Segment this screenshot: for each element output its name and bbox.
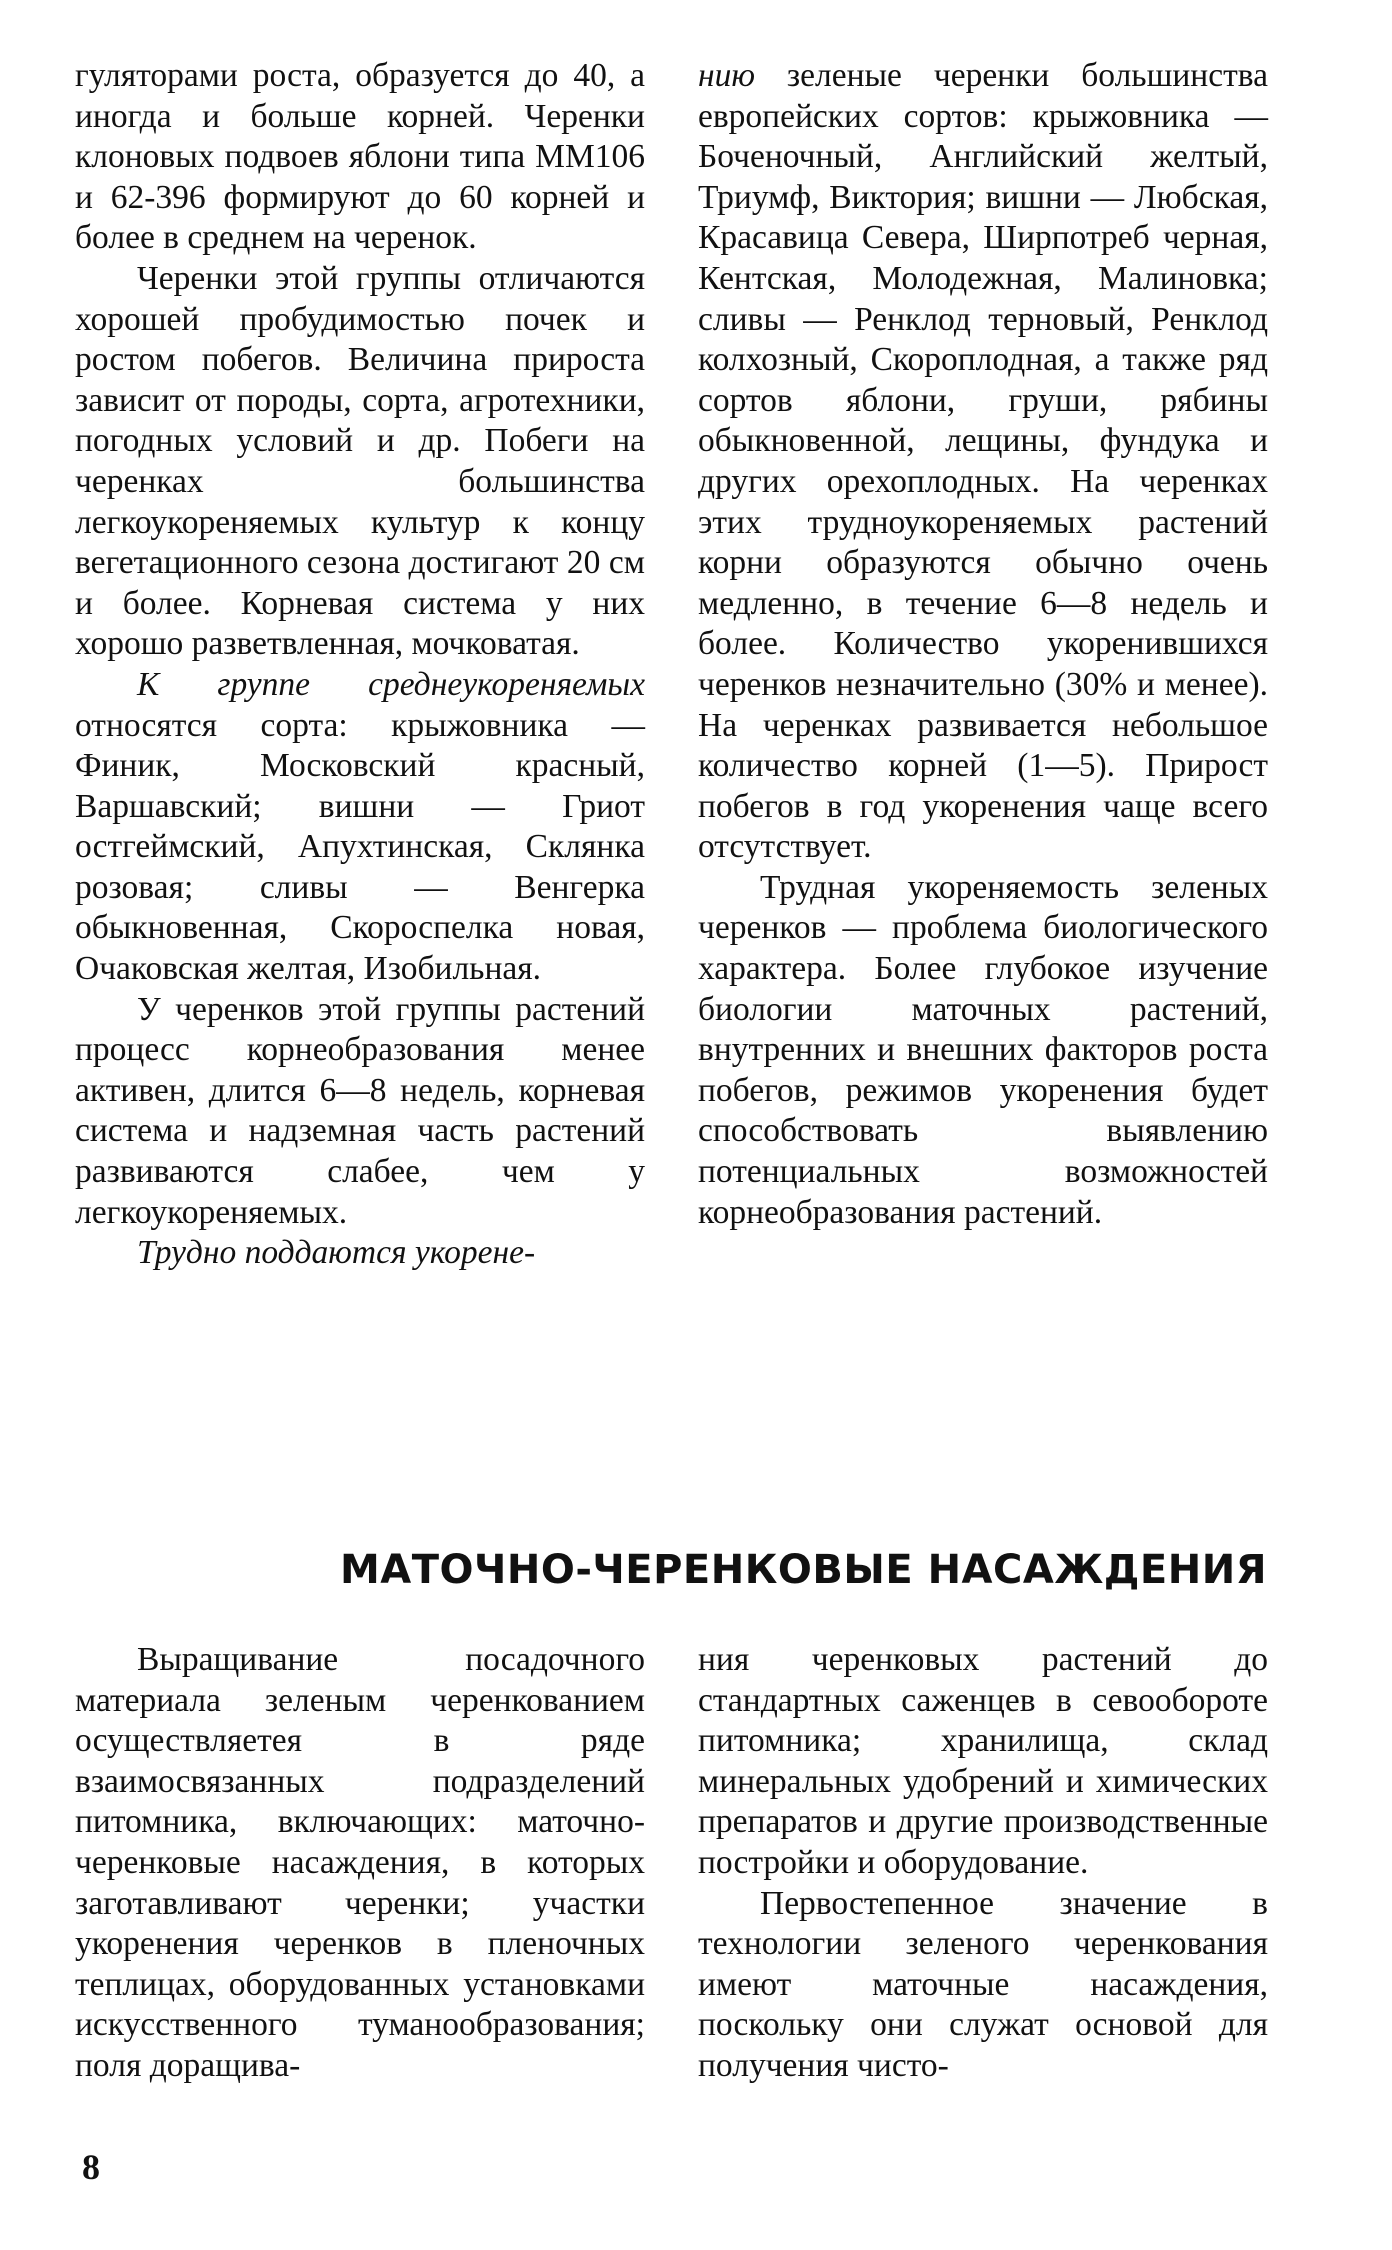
paragraph: Черенки этой группы отличаются хорошей пробудимостью почек и ростом побегов. Величина прироста зависит от породы, сорта, агротехники, погодных условий и др. Побеги на черенках большинства легкоукореняемых культур к концу вегетационного сезона достигают 20 см и более. Корневая система у них хорошо разветвленная, мочковатая. — [75, 259, 645, 663]
italic-term: нию — [698, 57, 755, 94]
top-right-column — [698, 56, 1268, 1233]
bottom-left-column — [75, 1640, 645, 2087]
top-left-column — [75, 56, 645, 1274]
paragraph: ния черенковых растений до стандартных саженцев в севообороте питомника; хранилища, склад минеральных удобрений и химических препаратов и другие производственные постройки и оборудование. — [698, 1641, 1268, 1881]
section-heading: МАТОЧНО-ЧЕРЕНКОВЫЕ НАСАЖДЕНИЯ — [339, 1547, 1267, 1593]
italic-term: К группе среднеукореняемых — [137, 665, 645, 703]
paragraph: Первостепенное значение в технологии зеленого черенкования имеют маточные насаждения, поскольку они служат основой для получения чисто- — [698, 1884, 1268, 2084]
paragraph: У черенков этой группы растений процесс корнеобразования менее активен, длится 6—8 недель, корневая система и надземная часть растений развиваются слабее, чем у легкоукореняемых. — [75, 990, 645, 1231]
paragraph: гуляторами роста, образуется до 40, а иногда и больше корней. Черенки клоновых подвоев яблони типа ММ106 и 62-396 формируют до 60 корней и более в среднем на черенок. — [75, 57, 645, 257]
bottom-right-column — [698, 1640, 1268, 2087]
page-number: 8 — [82, 2147, 100, 2187]
paragraph: Трудная укореняемость зеленых черенков — проблема биологического характера. Более глубокое изучение биологии маточных растений, внутренних и внешних факторов роста побегов, режимов укоренения будет способствовать выявлению потенциальных возможностей корнеобразования растений. — [698, 868, 1268, 1231]
italic-term: Трудно поддаются укорене- — [137, 1234, 536, 1272]
paragraph: К группе среднеукореняемых относятся сорта: крыжовника — Финик, Московский красный, Варшавский; вишни — Гриот остгеймский, Апухтинская, Склянка розовая; сливы — Венгерка обыкновенная, Скороспелка новая, Очаковская желтая, Изобильная. — [75, 665, 645, 988]
paragraph: нию зеленые черенки большинства европейских сортов: крыжовника — Боченочный, Английский желтый, Триумф, Виктория; вишни — Любская, Красавица Севера, Ширпотреб черная, Кентская, Молодежная, Малиновка; сливы — Ренклод терновый, Ренклод колхозный, Скороплодная, а также ряд сортов яблони, груши, рябины обыкновенной, лещины, фундука и других орехоплодных. На черенках этих трудноукореняемых растений корни образуются обычно очень медленно, в течение 6—8 недель и более. Количество укоренившихся черенков незначительно (30% и менее). На черенках развивается небольшое количество корней (1—5). Прирост побегов в год укоренения чаще всего отсутствует. — [698, 57, 1268, 866]
paragraph: Выращивание посадочного материала зеленым черенкованием осуществляетея в ряде взаимосвязанных подразделений питомника, включающих: маточно-черенковые насаждения, в которых заготавливают черенки; участки укоренения черенков в пленочных теплицах, оборудованных установками искусственного туманообразования; поля доращива- — [75, 1641, 645, 2084]
paragraph — [75, 1233, 645, 1274]
